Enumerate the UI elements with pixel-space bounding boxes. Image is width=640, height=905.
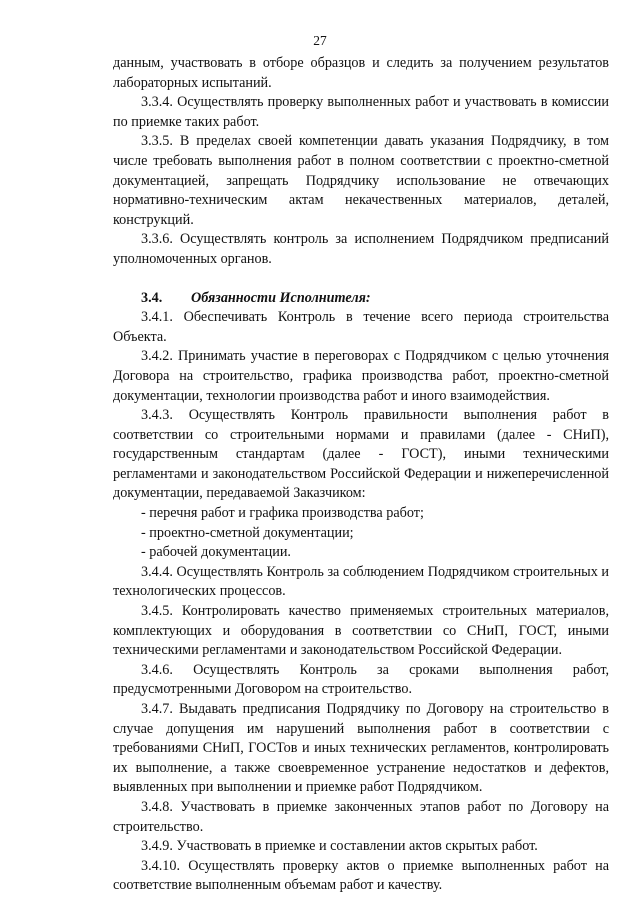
page-number: 27 [313, 33, 327, 48]
paragraph-3-4-7: 3.4.7. Выдавать предписания Подрядчику по Договору на строительство в случае допущения им нарушений выполнения работ в соответствии с требованиями СНиП, ГОСТов и иных технических регламентов, контролировать их выполнение, а также своевременное устранение недостатков и дефектов, выявленных при выполнении и приемке работ Подрядчиком. [113, 701, 609, 796]
paragraph-3-4-4: 3.4.4. Осуществлять Контроль за соблюдением Подрядчиком строительных и технологических процессов. [113, 563, 609, 600]
paragraph-3-4-3: 3.4.3. Осуществлять Контроль правильности выполнения работ в соответствии со строительными нормами и правилами (далее - СНиП), государственным стандартам (далее - ГОСТ), иными техническими регламентами и законодательством Российской Федерации и нижеперечисленной документации, передаваемой Заказчиком: [113, 407, 609, 502]
paragraph-3-3-5: 3.3.5. В пределах своей компетенции давать указания Подрядчику, в том числе требовать выполнения работ в полном соответствии с проектно-сметной документацией, запрещать Подрядчику использование не отвечающих нормативно-техническим актам некачественных материалов, деталей, конструкций. [113, 133, 609, 228]
paragraph-3-4-10: 3.4.10. Осуществлять проверку актов о приемке выполненных работ на соответствие выполненным объемам работ и качеству. [113, 857, 609, 894]
paragraph-3-3-4: 3.3.4. Осуществлять проверку выполненных работ и участвовать в комиссии по приемке таких работ. [113, 94, 609, 130]
section-heading [113, 289, 609, 309]
list-item: - рабочей документации. [141, 544, 291, 561]
section-number: 3.4. [141, 289, 163, 306]
paragraph-3-4-2: 3.4.2. Принимать участие в переговорах с Подрядчиком с целью уточнения Договора на строительство, графика производства работ, проектно-сметной документации, технологии производства работ и иного взаимодействия. [113, 348, 609, 404]
paragraph-3-4-1: 3.4.1. Обеспечивать Контроль в течение всего периода строительства Объекта. [113, 309, 609, 345]
section-spacer [113, 270, 609, 289]
paragraph-3-4-6: 3.4.6. Осуществлять Контроль за сроками выполнения работ, предусмотренными Договором на строительство. [113, 661, 609, 698]
paragraph-3-4-8: 3.4.8. Участвовать в приемке законченных этапов работ по Договору на строительство. [113, 798, 609, 835]
document-body [113, 54, 609, 896]
paragraph-3-4-9: 3.4.9. Участвовать в приемке и составлении актов скрытых работ. [141, 838, 538, 855]
list-item: - проектно-сметной документации; [141, 524, 354, 541]
paragraph-3-4-5: 3.4.5. Контролировать качество применяемых строительных материалов, комплектующих и оборудования в соответствии со СНиП, ГОСТ, иными техническими регламентами и законодательством Российской Федерации. [113, 603, 609, 659]
paragraph-continuation: данным, участвовать в отборе образцов и следить за получением результатов лабораторных испытаний. [113, 55, 609, 91]
section-title: Обязанности Исполнителя: [191, 289, 371, 306]
list-item: - перечня работ и графика производства работ; [141, 505, 424, 522]
paragraph-3-3-6: 3.3.6. Осуществлять контроль за исполнением Подрядчиком предписаний уполномоченных органов. [113, 231, 609, 267]
